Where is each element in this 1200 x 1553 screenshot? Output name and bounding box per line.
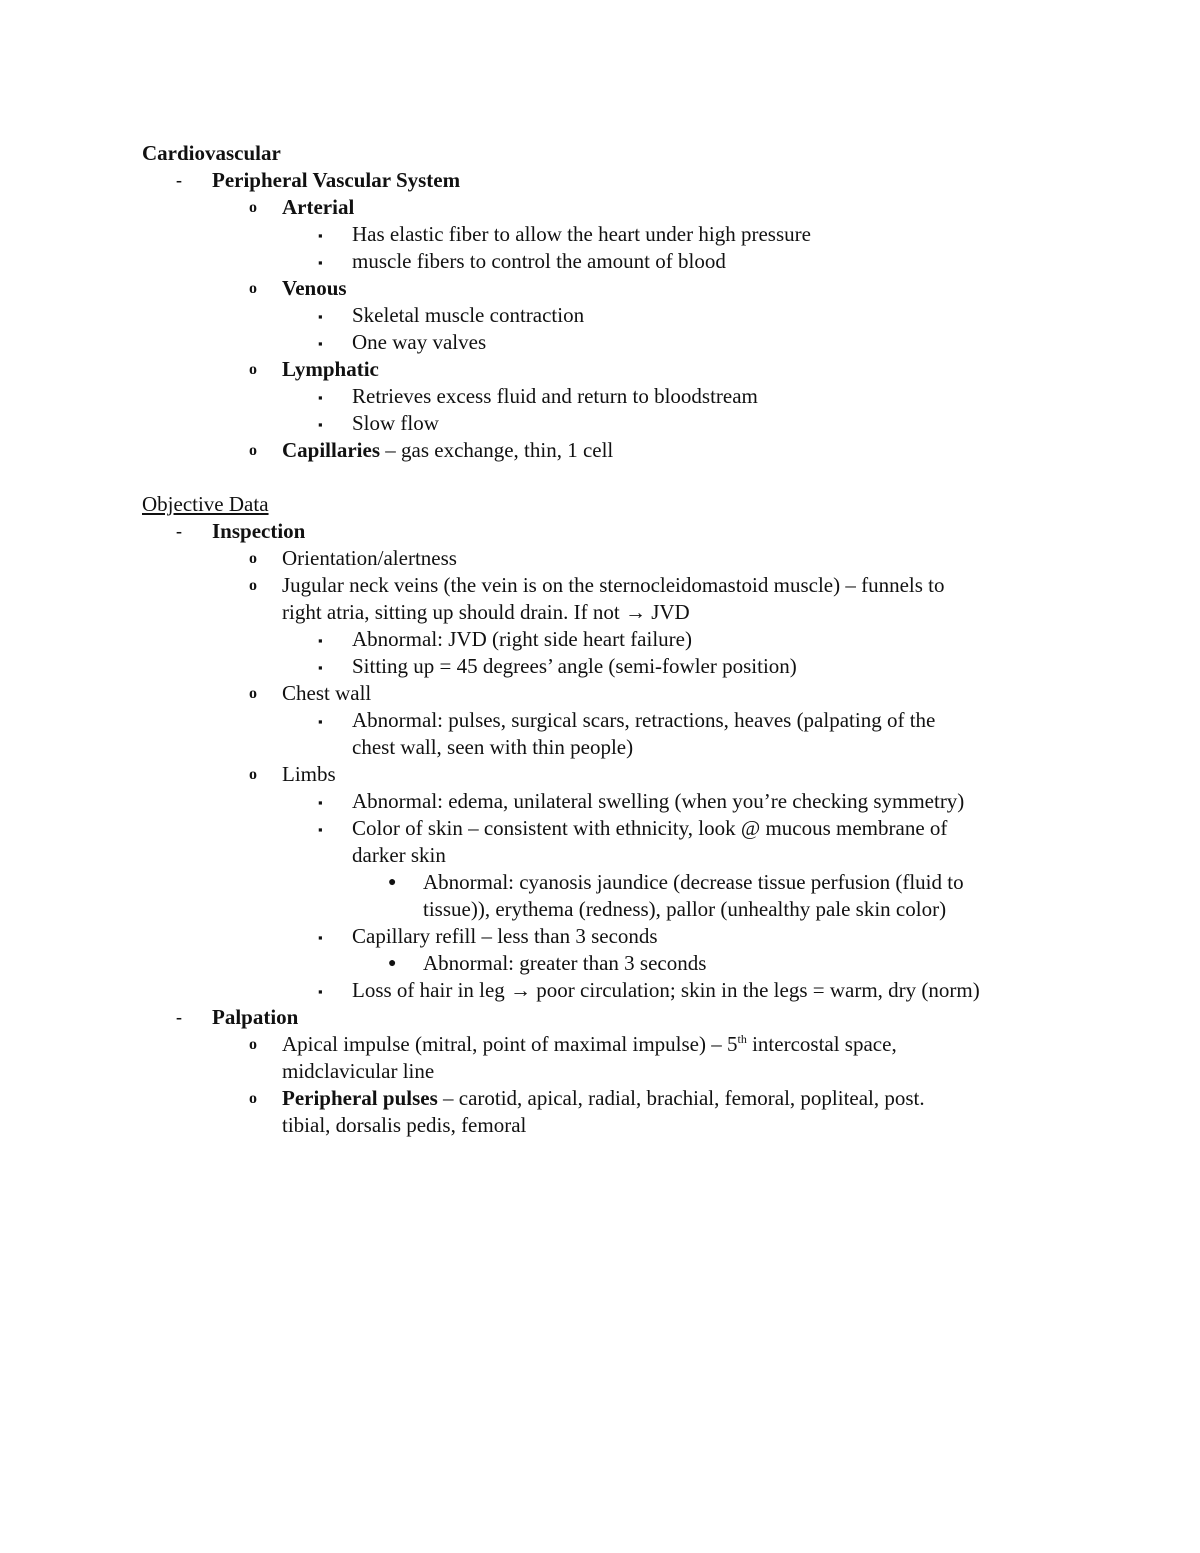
item-text: Sitting up = 45 degrees’ angle (semi-fowler position) bbox=[352, 654, 797, 678]
spacer bbox=[142, 464, 1082, 491]
item-text: – gas exchange, thin, 1 cell bbox=[380, 438, 614, 462]
circle-bullet: o bbox=[249, 550, 257, 567]
square-bullet: ▪ bbox=[318, 417, 323, 432]
list-item bbox=[142, 923, 1082, 950]
list-item bbox=[142, 1031, 1082, 1058]
item-text: Jugular neck veins (the vein is on the sternocleidomastoid muscle) – funnels to bbox=[282, 573, 945, 597]
item-text: right atria, sitting up should drain. If not → JVD bbox=[282, 600, 690, 624]
list-item bbox=[142, 977, 1082, 1004]
item-label: Venous bbox=[282, 276, 347, 300]
item-text: Color of skin – consistent with ethnicity, look @ mucous membrane of bbox=[352, 816, 948, 840]
section-heading: Objective Data bbox=[142, 492, 269, 516]
list-item bbox=[142, 221, 1082, 248]
square-bullet: ▪ bbox=[318, 795, 323, 810]
list-item bbox=[142, 815, 1082, 842]
subsection-label: Peripheral Vascular System bbox=[212, 168, 461, 192]
item-text: Abnormal: greater than 3 seconds bbox=[423, 951, 707, 975]
dot-bullet: ● bbox=[388, 875, 397, 890]
list-item bbox=[142, 167, 1082, 194]
item-label: Arterial bbox=[282, 195, 355, 219]
square-bullet: ▪ bbox=[318, 390, 323, 405]
list-item bbox=[142, 869, 1082, 896]
dash-bullet: - bbox=[176, 521, 182, 541]
circle-bullet: o bbox=[249, 280, 257, 297]
list-item bbox=[142, 572, 1082, 599]
list-item bbox=[142, 707, 1082, 734]
circle-bullet: o bbox=[249, 199, 257, 216]
list-item bbox=[142, 680, 1082, 707]
list-item-continuation bbox=[142, 1058, 1082, 1085]
list-item bbox=[142, 788, 1082, 815]
list-item bbox=[142, 194, 1082, 221]
circle-bullet: o bbox=[249, 1036, 257, 1053]
list-item bbox=[142, 761, 1082, 788]
dash-bullet: - bbox=[176, 1007, 182, 1027]
list-item-continuation bbox=[142, 599, 1082, 626]
item-text: chest wall, seen with thin people) bbox=[352, 735, 634, 759]
item-text: intercostal space, bbox=[746, 1032, 897, 1056]
list-item bbox=[142, 383, 1082, 410]
list-item bbox=[142, 1085, 1082, 1112]
list-item bbox=[142, 1004, 1082, 1031]
list-item bbox=[142, 545, 1082, 572]
superscript: th bbox=[737, 1032, 747, 1046]
square-bullet: ▪ bbox=[318, 714, 323, 729]
list-item-continuation bbox=[142, 842, 1082, 869]
list-item bbox=[142, 410, 1082, 437]
square-bullet: ▪ bbox=[318, 660, 323, 675]
item-text: Slow flow bbox=[352, 411, 439, 435]
item-text: tibial, dorsalis pedis, femoral bbox=[282, 1113, 527, 1137]
square-bullet: ▪ bbox=[318, 228, 323, 243]
item-text: midclavicular line bbox=[282, 1059, 435, 1083]
item-text: Capillary refill – less than 3 seconds bbox=[352, 924, 658, 948]
dash-bullet: - bbox=[176, 170, 182, 190]
item-text: Apical impulse (mitral, point of maximal impulse) – 5 bbox=[282, 1032, 738, 1056]
section-title: Cardiovascular bbox=[142, 141, 281, 165]
circle-bullet: o bbox=[249, 577, 257, 594]
item-text: Skeletal muscle contraction bbox=[352, 303, 585, 327]
list-item bbox=[142, 653, 1082, 680]
dot-bullet: ● bbox=[388, 956, 397, 971]
list-item bbox=[142, 329, 1082, 356]
square-bullet: ▪ bbox=[318, 984, 323, 999]
square-bullet: ▪ bbox=[318, 633, 323, 648]
list-item bbox=[142, 518, 1082, 545]
circle-bullet: o bbox=[249, 685, 257, 702]
item-text: Loss of hair in leg → poor circulation; skin in the legs = warm, dry (norm) bbox=[352, 978, 980, 1002]
item-text: Orientation/alertness bbox=[282, 546, 457, 570]
circle-bullet: o bbox=[249, 1090, 257, 1107]
item-text: One way valves bbox=[352, 330, 487, 354]
square-bullet: ▪ bbox=[318, 930, 323, 945]
item-text: tissue)), erythema (redness), pallor (unhealthy pale skin color) bbox=[423, 897, 947, 921]
item-text: Retrieves excess fluid and return to bloodstream bbox=[352, 384, 758, 408]
item-label: Lymphatic bbox=[282, 357, 379, 381]
item-text: Limbs bbox=[282, 762, 336, 786]
list-item bbox=[142, 950, 1082, 977]
document-body bbox=[142, 140, 1082, 1139]
item-text: darker skin bbox=[352, 843, 446, 867]
item-label: Peripheral pulses bbox=[282, 1086, 438, 1110]
list-item-continuation bbox=[142, 1112, 1082, 1139]
list-item-continuation bbox=[142, 734, 1082, 761]
square-bullet: ▪ bbox=[318, 309, 323, 324]
subsection-label: Palpation bbox=[212, 1005, 299, 1029]
list-item bbox=[142, 302, 1082, 329]
item-text: Abnormal: pulses, surgical scars, retractions, heaves (palpating of the bbox=[352, 708, 936, 732]
list-item bbox=[142, 356, 1082, 383]
item-text: Abnormal: JVD (right side heart failure) bbox=[352, 627, 692, 651]
item-text: – carotid, apical, radial, brachial, femoral, popliteal, post. bbox=[437, 1086, 925, 1110]
square-bullet: ▪ bbox=[318, 336, 323, 351]
list-item bbox=[142, 437, 1082, 464]
list-item bbox=[142, 626, 1082, 653]
circle-bullet: o bbox=[249, 442, 257, 459]
item-text: Abnormal: cyanosis jaundice (decrease tissue perfusion (fluid to bbox=[423, 870, 964, 894]
circle-bullet: o bbox=[249, 766, 257, 783]
list-item bbox=[142, 248, 1082, 275]
subsection-label: Inspection bbox=[212, 519, 306, 543]
item-text: Abnormal: edema, unilateral swelling (when you’re checking symmetry) bbox=[352, 789, 965, 813]
item-label: Capillaries bbox=[282, 438, 380, 462]
square-bullet: ▪ bbox=[318, 822, 323, 837]
list-item-continuation bbox=[142, 896, 1082, 923]
circle-bullet: o bbox=[249, 361, 257, 378]
square-bullet: ▪ bbox=[318, 255, 323, 270]
list-item bbox=[142, 275, 1082, 302]
item-text: Has elastic fiber to allow the heart under high pressure bbox=[352, 222, 811, 246]
item-text: muscle fibers to control the amount of blood bbox=[352, 249, 726, 273]
item-text: Chest wall bbox=[282, 681, 372, 705]
